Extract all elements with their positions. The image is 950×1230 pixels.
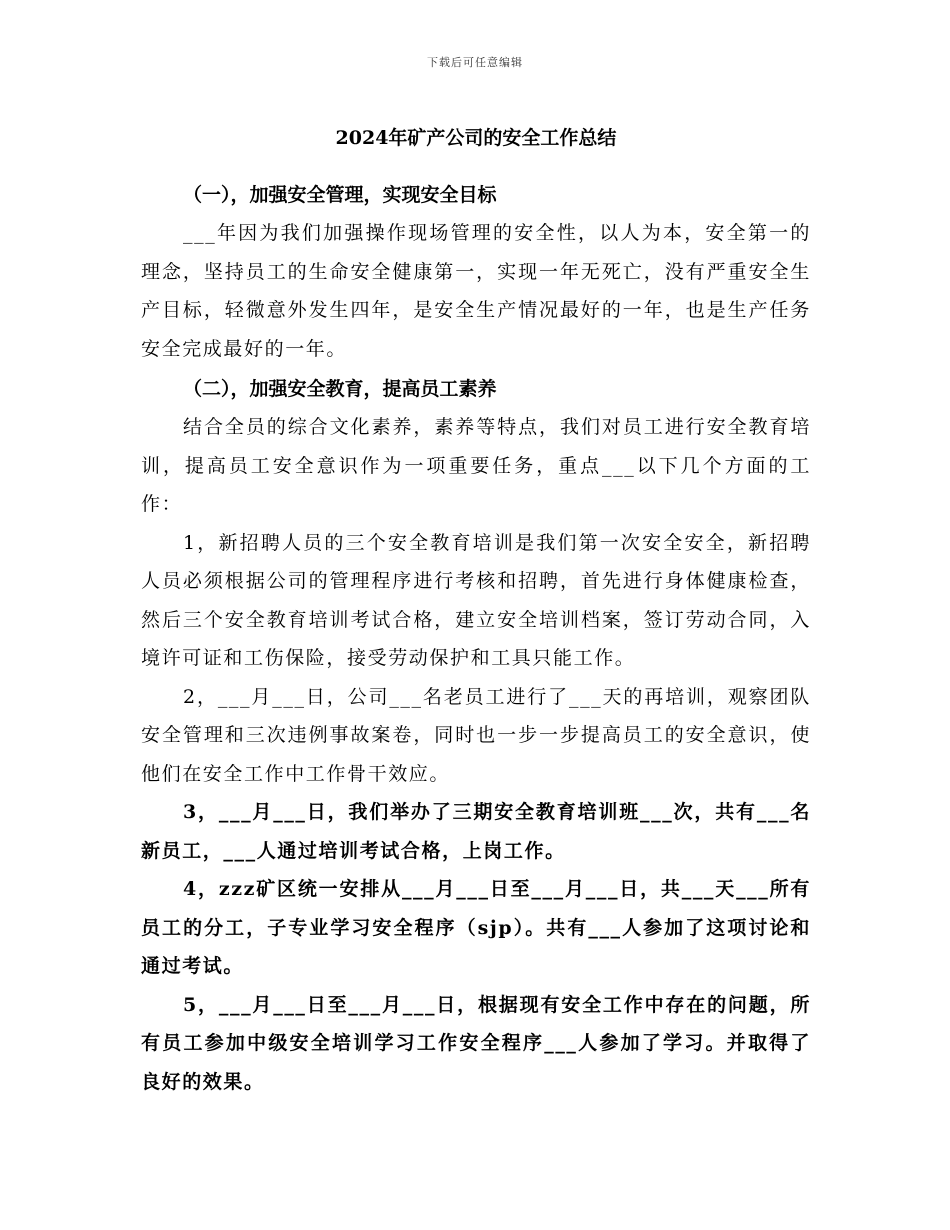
section-heading-1: （一），加强安全管理，实现安全目标 bbox=[183, 184, 497, 206]
document-title: 2024年矿产公司的安全工作总结 bbox=[335, 127, 617, 149]
paragraph-7: 5，___月___日至___月___日，根据现有安全工作中存在的问题，所有员工参加中级安全培训学习工作安全程序___人参加了学习。并取得了良好的效果。 bbox=[141, 993, 811, 1093]
paragraph-5: 3，___月___日，我们举办了三期安全教育培训班___次，共有___名新员工，___人通过培训考试合格，上岗工作。 bbox=[141, 801, 811, 862]
paragraph-2: 结合全员的综合文化素养，素养等特点，我们对员工进行安全教育培训，提高员工安全意识作为一项重要任务，重点___以下几个方面的工作： bbox=[141, 416, 811, 515]
paragraph-6: 4，zzz矿区统一安排从___月___日至___月___日，共___天___所有员工的分工，子专业学习安全程序（sjp）。共有___人参加了这项讨论和通过考试。 bbox=[141, 878, 811, 977]
document-body bbox=[141, 120, 811, 1101]
paragraph-1: ___年因为我们加强操作现场管理的安全性，以人为本，安全第一的理念，坚持员工的生命安全健康第一，实现一年无死亡，没有严重安全生产目标，轻微意外发生四年，是安全生产情况最好的一年，也是生产任务安全完成最好的一年。 bbox=[141, 222, 811, 360]
header-note: 下载后可任意编辑 bbox=[427, 56, 523, 69]
section-heading-2: （二），加强安全教育，提高员工素养 bbox=[183, 378, 497, 400]
paragraph-3: 1，新招聘人员的三个安全教育培训是我们第一次安全安全，新招聘人员必须根据公司的管理程序进行考核和招聘，首先进行身体健康检查，然后三个安全教育培训考试合格，建立安全培训档案，签订劳动合同，入境许可证和工伤保险，接受劳动保护和工具只能工作。 bbox=[141, 531, 811, 669]
paragraph-4: 2，___月___日，公司___名老员工进行了___天的再培训，观察团队安全管理和三次违例事故案卷，同时也一步一步提高员工的安全意识，使他们在安全工作中工作骨干效应。 bbox=[141, 685, 811, 785]
